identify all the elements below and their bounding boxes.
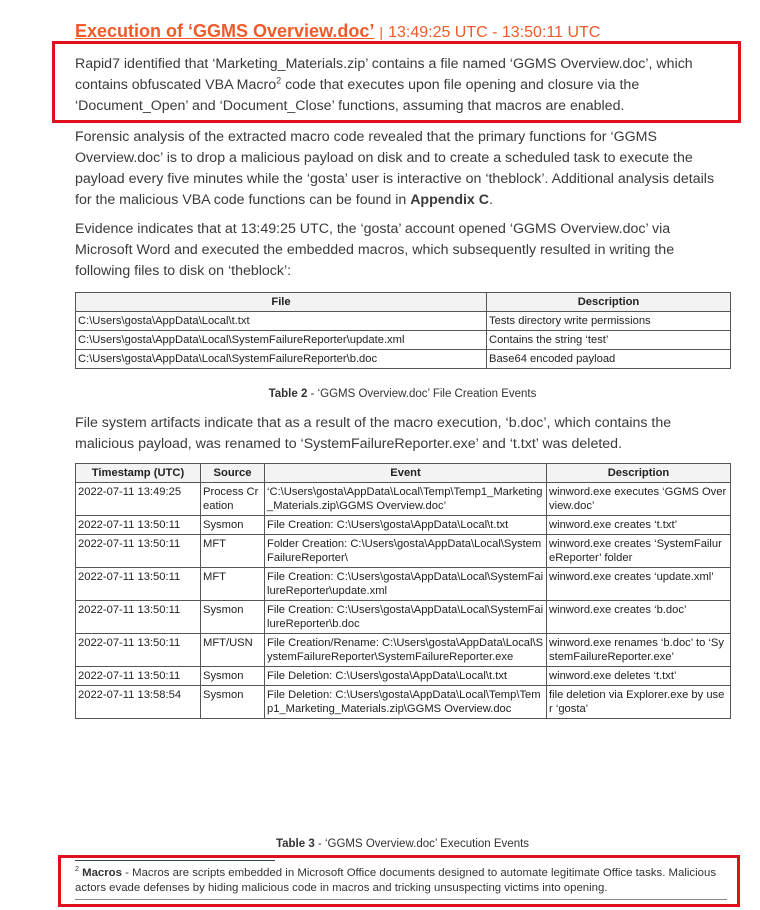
description-cell: winword.exe executes ‘GGMS Overview.doc’ [547,483,731,516]
table-row [76,312,731,331]
description-cell: winword.exe creates ‘b.doc’ [547,601,731,634]
description-cell: Contains the string ‘test’ [487,331,731,350]
description-cell: winword.exe creates ‘t.txt’ [547,516,731,535]
file-path-cell: C:\Users\gosta\AppData\Local\SystemFailureReporter\b.doc [76,350,487,369]
timestamp-cell: 2022-07-11 13:50:11 [76,535,201,568]
table-row [76,331,731,350]
description-cell: Tests directory write permissions [487,312,731,331]
table-row [76,483,731,516]
footnote-divider [75,860,275,861]
intro-text-cont: code that executes upon file opening and closure via the ‘Document_Open’ and ‘Document_Close’ functions, assuming that macros are enabled. [75,77,640,114]
table-row [76,350,731,369]
caption-label: Table 2 [268,388,308,400]
source-cell: Sysmon [201,516,265,535]
description-cell: winword.exe renames ‘b.doc’ to ‘SystemFailureReporter.exe’ [547,634,731,667]
title-separator: | [379,24,384,40]
event-cell: File Deletion: C:\Users\gosta\AppData\Local\t.txt [265,667,547,686]
caption-text: - ‘GGMS Overview.doc’ Execution Events [314,838,530,850]
footnote-term: Macros [82,867,122,879]
source-cell: Process Creation [201,483,265,516]
table-row [76,535,731,568]
table2-caption [75,387,730,401]
section-title: Execution of ‘GGMS Overview.doc’ [75,21,375,41]
table-row [76,568,731,601]
file-path-cell: C:\Users\gosta\AppData\Local\SystemFailureReporter\update.xml [76,331,487,350]
column-header-source: Source [201,464,265,483]
timestamp-cell: 2022-07-11 13:50:11 [76,634,201,667]
column-header-timestamp: Timestamp (UTC) [76,464,201,483]
column-header-file: File [76,293,487,312]
column-header-description: Description [547,464,731,483]
table-row [76,634,731,667]
timestamp-cell: 2022-07-11 13:50:11 [76,516,201,535]
timestamp-cell: 2022-07-11 13:49:25 [76,483,201,516]
table-row [76,686,731,719]
event-cell: File Creation/Rename: C:\Users\gosta\AppData\Local\SystemFailureReporter\SystemFailureReporter.exe [265,634,547,667]
timestamp-cell: 2022-07-11 13:50:11 [76,601,201,634]
source-cell: MFT [201,568,265,601]
timestamp-cell: 2022-07-11 13:50:11 [76,667,201,686]
file-path-cell: C:\Users\gosta\AppData\Local\t.txt [76,312,487,331]
description-cell: winword.exe creates ‘SystemFailureReporter’ folder [547,535,731,568]
time-range: 13:49:25 UTC - 13:50:11 UTC [388,24,601,41]
caption-text: - ‘GGMS Overview.doc’ File Creation Events [307,388,537,400]
description-cell: winword.exe deletes ‘t.txt’ [547,667,731,686]
source-cell: MFT [201,535,265,568]
footnote-number: 2 [75,866,79,874]
table-row [76,601,731,634]
description-cell: Base64 encoded payload [487,350,731,369]
timestamp-cell: 2022-07-11 13:58:54 [76,686,201,719]
footnote-ref[interactable]: 2 [276,75,282,86]
description-cell: winword.exe creates ‘update.xml’ [547,568,731,601]
table-row [76,516,731,535]
table3-caption [75,837,730,851]
event-cell: File Creation: C:\Users\gosta\AppData\Local\t.txt [265,516,547,535]
caption-label: Table 3 [275,838,315,850]
event-cell: ‘C:\Users\gosta\AppData\Local\Temp\Temp1_Marketing_Materials.zip\GGMS Overview.doc’ [265,483,547,516]
table-header-row [76,464,731,483]
execution-events-table [75,463,731,719]
description-cell: file deletion via Explorer.exe by user ‘gosta’ [547,686,731,719]
source-cell: Sysmon [201,686,265,719]
footnote-text: - Macros are scripts embedded in Microsoft Office documents designed to automate legitimate Office tasks. Malicious actors evade defenses by hiding malicious code in macros and tricking unsuspecting victims into opening. [75,867,717,894]
column-header-description: Description [487,293,731,312]
table-header-row [76,293,731,312]
section-heading [75,20,715,42]
footnote-underline [75,899,727,900]
appendix-reference: Appendix C [410,192,490,208]
footnote [75,866,725,895]
intro-paragraph [75,54,730,117]
file-creation-table [75,292,731,369]
forensic-analysis-paragraph [75,127,730,211]
column-header-event: Event [265,464,547,483]
source-cell: Sysmon [201,667,265,686]
intro-text: Rapid7 identified that ‘Marketing_Materials.zip’ contains a file named ‘GGMS Overview.doc’, which contains obfuscated VBA Macro [75,56,693,93]
source-cell: MFT/USN [201,634,265,667]
forensic-text-end: . [489,192,493,208]
forensic-text: Forensic analysis of the extracted macro code revealed that the primary functions for ‘GGMS Overview.doc’ is to drop a malicious payload on disk and to create a scheduled task to execute the payload every five minutes while the ‘gosta’ user is interactive on ‘theblock’. Additional analysis details for the malicious VBA code functions can be found in [75,129,715,208]
event-cell: File Creation: C:\Users\gosta\AppData\Local\SystemFailureReporter\update.xml [265,568,547,601]
table-row [76,667,731,686]
timestamp-cell: 2022-07-11 13:50:11 [76,568,201,601]
artifacts-paragraph: File system artifacts indicate that as a result of the macro execution, ‘b.doc’, which contains the malicious payload, was renamed to ‘SystemFailureReporter.exe’ and ‘t.txt’ was deleted. [75,415,672,452]
event-cell: Folder Creation: C:\Users\gosta\AppData\Local\SystemFailureReporter\ [265,535,547,568]
evidence-paragraph: Evidence indicates that at 13:49:25 UTC, the ‘gosta’ account opened ‘GGMS Overview.doc’ via Microsoft Word and executed the embedded macros, which subsequently resulted in writing the following files to disk on ‘theblock’: [75,221,675,279]
source-cell: Sysmon [201,601,265,634]
event-cell: File Creation: C:\Users\gosta\AppData\Local\SystemFailureReporter\b.doc [265,601,547,634]
event-cell: File Deletion: C:\Users\gosta\AppData\Local\Temp\Temp1_Marketing_Materials.zip\GGMS Overview.doc [265,686,547,719]
